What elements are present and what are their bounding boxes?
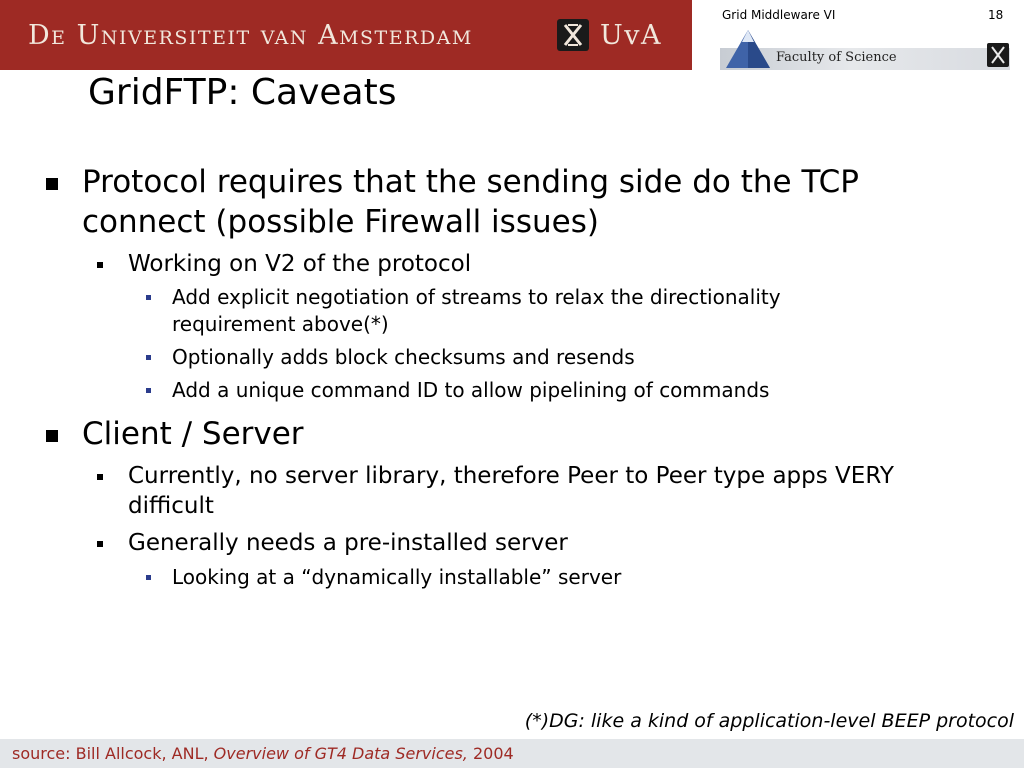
faculty-crest-icon [986,42,1010,68]
bullet-text: Client / Server [82,416,304,452]
bullet-text: Currently, no server library, therefore Peer to Peer type apps VERY difficult [128,463,894,519]
course-name: Grid Middleware VI [722,8,836,22]
square-bullet-icon [97,474,103,480]
slide-title: GridFTP: Caveats [88,72,397,113]
bullet-text: Working on V2 of the protocol [128,251,472,277]
bullet-level3 [0,377,980,404]
bullet-level2 [0,249,980,279]
university-name: De Universiteit van Amsterdam [28,20,473,51]
bullet-level2 [0,528,980,558]
bullet-level1 [0,414,980,454]
page-number: 18 [988,8,1004,22]
bullet-text: Add a unique command ID to allow pipelining of commands [172,378,770,402]
square-bullet-icon [97,262,103,268]
bullet-level1 [0,162,980,242]
bullet-level2 [0,461,980,521]
source-citation [12,744,514,763]
university-crest-icon [555,17,591,53]
source-work: Overview of GT4 Data Services, [213,744,468,763]
bullet-text: Looking at a “dynamically installable” server [172,565,622,589]
university-banner [0,0,692,70]
pyramid-logo-icon [724,28,772,70]
bullet-level3 [0,564,980,591]
bullet-text: Add explicit negotiation of streams to relax the directionality requirement above(*) [172,285,781,336]
bullet-text: Generally needs a pre-installed server [128,530,568,556]
square-bullet-icon [146,295,151,300]
source-year: 2004 [467,744,514,763]
square-bullet-icon [146,388,151,393]
square-bullet-icon [146,355,151,360]
bullet-text: Optionally adds block checksums and resends [172,345,635,369]
university-abbr: UvA [600,20,663,51]
bullet-level3 [0,284,980,338]
source-prefix: source: Bill Allcock, ANL, [12,744,214,763]
square-bullet-icon [46,430,58,442]
bullet-text: Protocol requires that the sending side do the TCP connect (possible Firewall issues) [82,164,859,240]
square-bullet-icon [146,575,151,580]
footnote: (*)DG: like a kind of application-level BEEP protocol [524,710,1014,732]
bullet-level3 [0,344,980,371]
square-bullet-icon [97,541,103,547]
faculty-name: Faculty of Science [776,50,897,65]
square-bullet-icon [46,178,58,190]
